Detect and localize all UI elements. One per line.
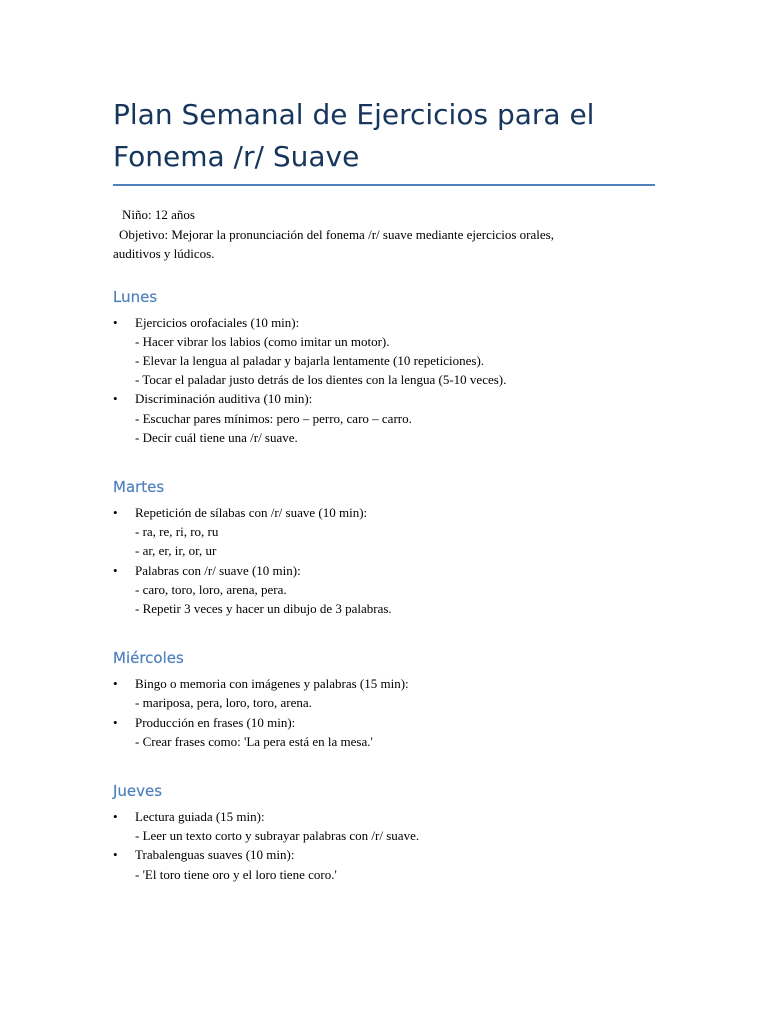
bullet-icon: • <box>113 676 118 692</box>
days-list <box>113 287 655 884</box>
bullet-icon: • <box>113 314 118 330</box>
exercise-item <box>113 845 655 883</box>
day-section <box>113 781 655 884</box>
day-section <box>113 287 655 447</box>
exercise-item <box>113 389 655 447</box>
day-section <box>113 648 655 751</box>
exercise-step: - Repetir 3 veces y hacer un dibujo de 3 palabras. <box>135 600 392 616</box>
objective-line-2: auditivos y lúdicos. <box>113 246 215 261</box>
day-heading: Miércoles <box>113 649 184 668</box>
exercise-step: - Decir cuál tiene una /r/ suave. <box>135 429 298 445</box>
exercise-list <box>113 674 655 751</box>
exercise-step: - ar, er, ir, or, ur <box>135 543 217 559</box>
exercise-list <box>113 807 655 884</box>
exercise-step: - Tocar el paladar justo detrás de los dientes con la lengua (5-10 veces). <box>135 372 507 388</box>
exercise-item <box>113 561 655 619</box>
document-page <box>113 94 655 884</box>
exercise-title: Trabalenguas suaves (10 min): <box>135 847 295 863</box>
bullet-icon: • <box>113 808 118 824</box>
exercise-item <box>113 674 655 712</box>
exercise-item <box>113 313 655 390</box>
exercise-item <box>113 503 655 561</box>
exercise-step: - Leer un texto corto y subrayar palabras con /r/ suave. <box>135 828 420 844</box>
exercise-title: Lectura guiada (15 min): <box>135 808 265 824</box>
exercise-step: - Hacer vibrar los labios (como imitar un motor). <box>135 333 390 349</box>
exercise-title: Producción en frases (10 min): <box>135 714 296 730</box>
exercise-step: - caro, toro, loro, arena, pera. <box>135 581 287 597</box>
objective-line-1: Objetivo: Mejorar la pronunciación del fonema /r/ suave mediante ejercicios orales, <box>119 226 554 242</box>
day-heading: Lunes <box>113 287 158 306</box>
day-heading: Jueves <box>113 781 163 800</box>
bullet-icon: • <box>113 504 118 520</box>
exercise-item <box>113 713 655 751</box>
exercise-step: - Crear frases como: 'La pera está en la mesa.' <box>135 733 373 749</box>
exercise-list <box>113 503 655 618</box>
exercise-title: Discriminación auditiva (10 min): <box>135 391 313 407</box>
exercise-list <box>113 313 655 447</box>
bullet-icon: • <box>113 847 118 863</box>
document-title: Plan Semanal de Ejercicios para el Fonema /r/ Suave <box>113 94 655 186</box>
exercise-title: Palabras con /r/ suave (10 min): <box>135 562 301 578</box>
exercise-title: Ejercicios orofaciales (10 min): <box>135 314 300 330</box>
document-meta <box>113 205 655 264</box>
day-heading: Martes <box>113 477 165 496</box>
exercise-title: Repetición de sílabas con /r/ suave (10 min): <box>135 504 368 520</box>
day-section <box>113 477 655 618</box>
bullet-icon: • <box>113 714 118 730</box>
exercise-step: - Elevar la lengua al paladar y bajarla lentamente (10 repeticiones). <box>135 352 485 368</box>
exercise-step: - 'El toro tiene oro y el loro tiene coro.' <box>135 866 337 882</box>
bullet-icon: • <box>113 562 118 578</box>
child-age: Niño: 12 años <box>122 207 195 222</box>
bullet-icon: • <box>113 391 118 407</box>
exercise-step: - ra, re, ri, ro, ru <box>135 524 219 540</box>
exercise-step: - mariposa, pera, loro, toro, arena. <box>135 695 312 711</box>
exercise-item <box>113 807 655 845</box>
exercise-title: Bingo o memoria con imágenes y palabras (15 min): <box>135 676 409 692</box>
exercise-step: - Escuchar pares mínimos: pero – perro, caro – carro. <box>135 410 412 426</box>
